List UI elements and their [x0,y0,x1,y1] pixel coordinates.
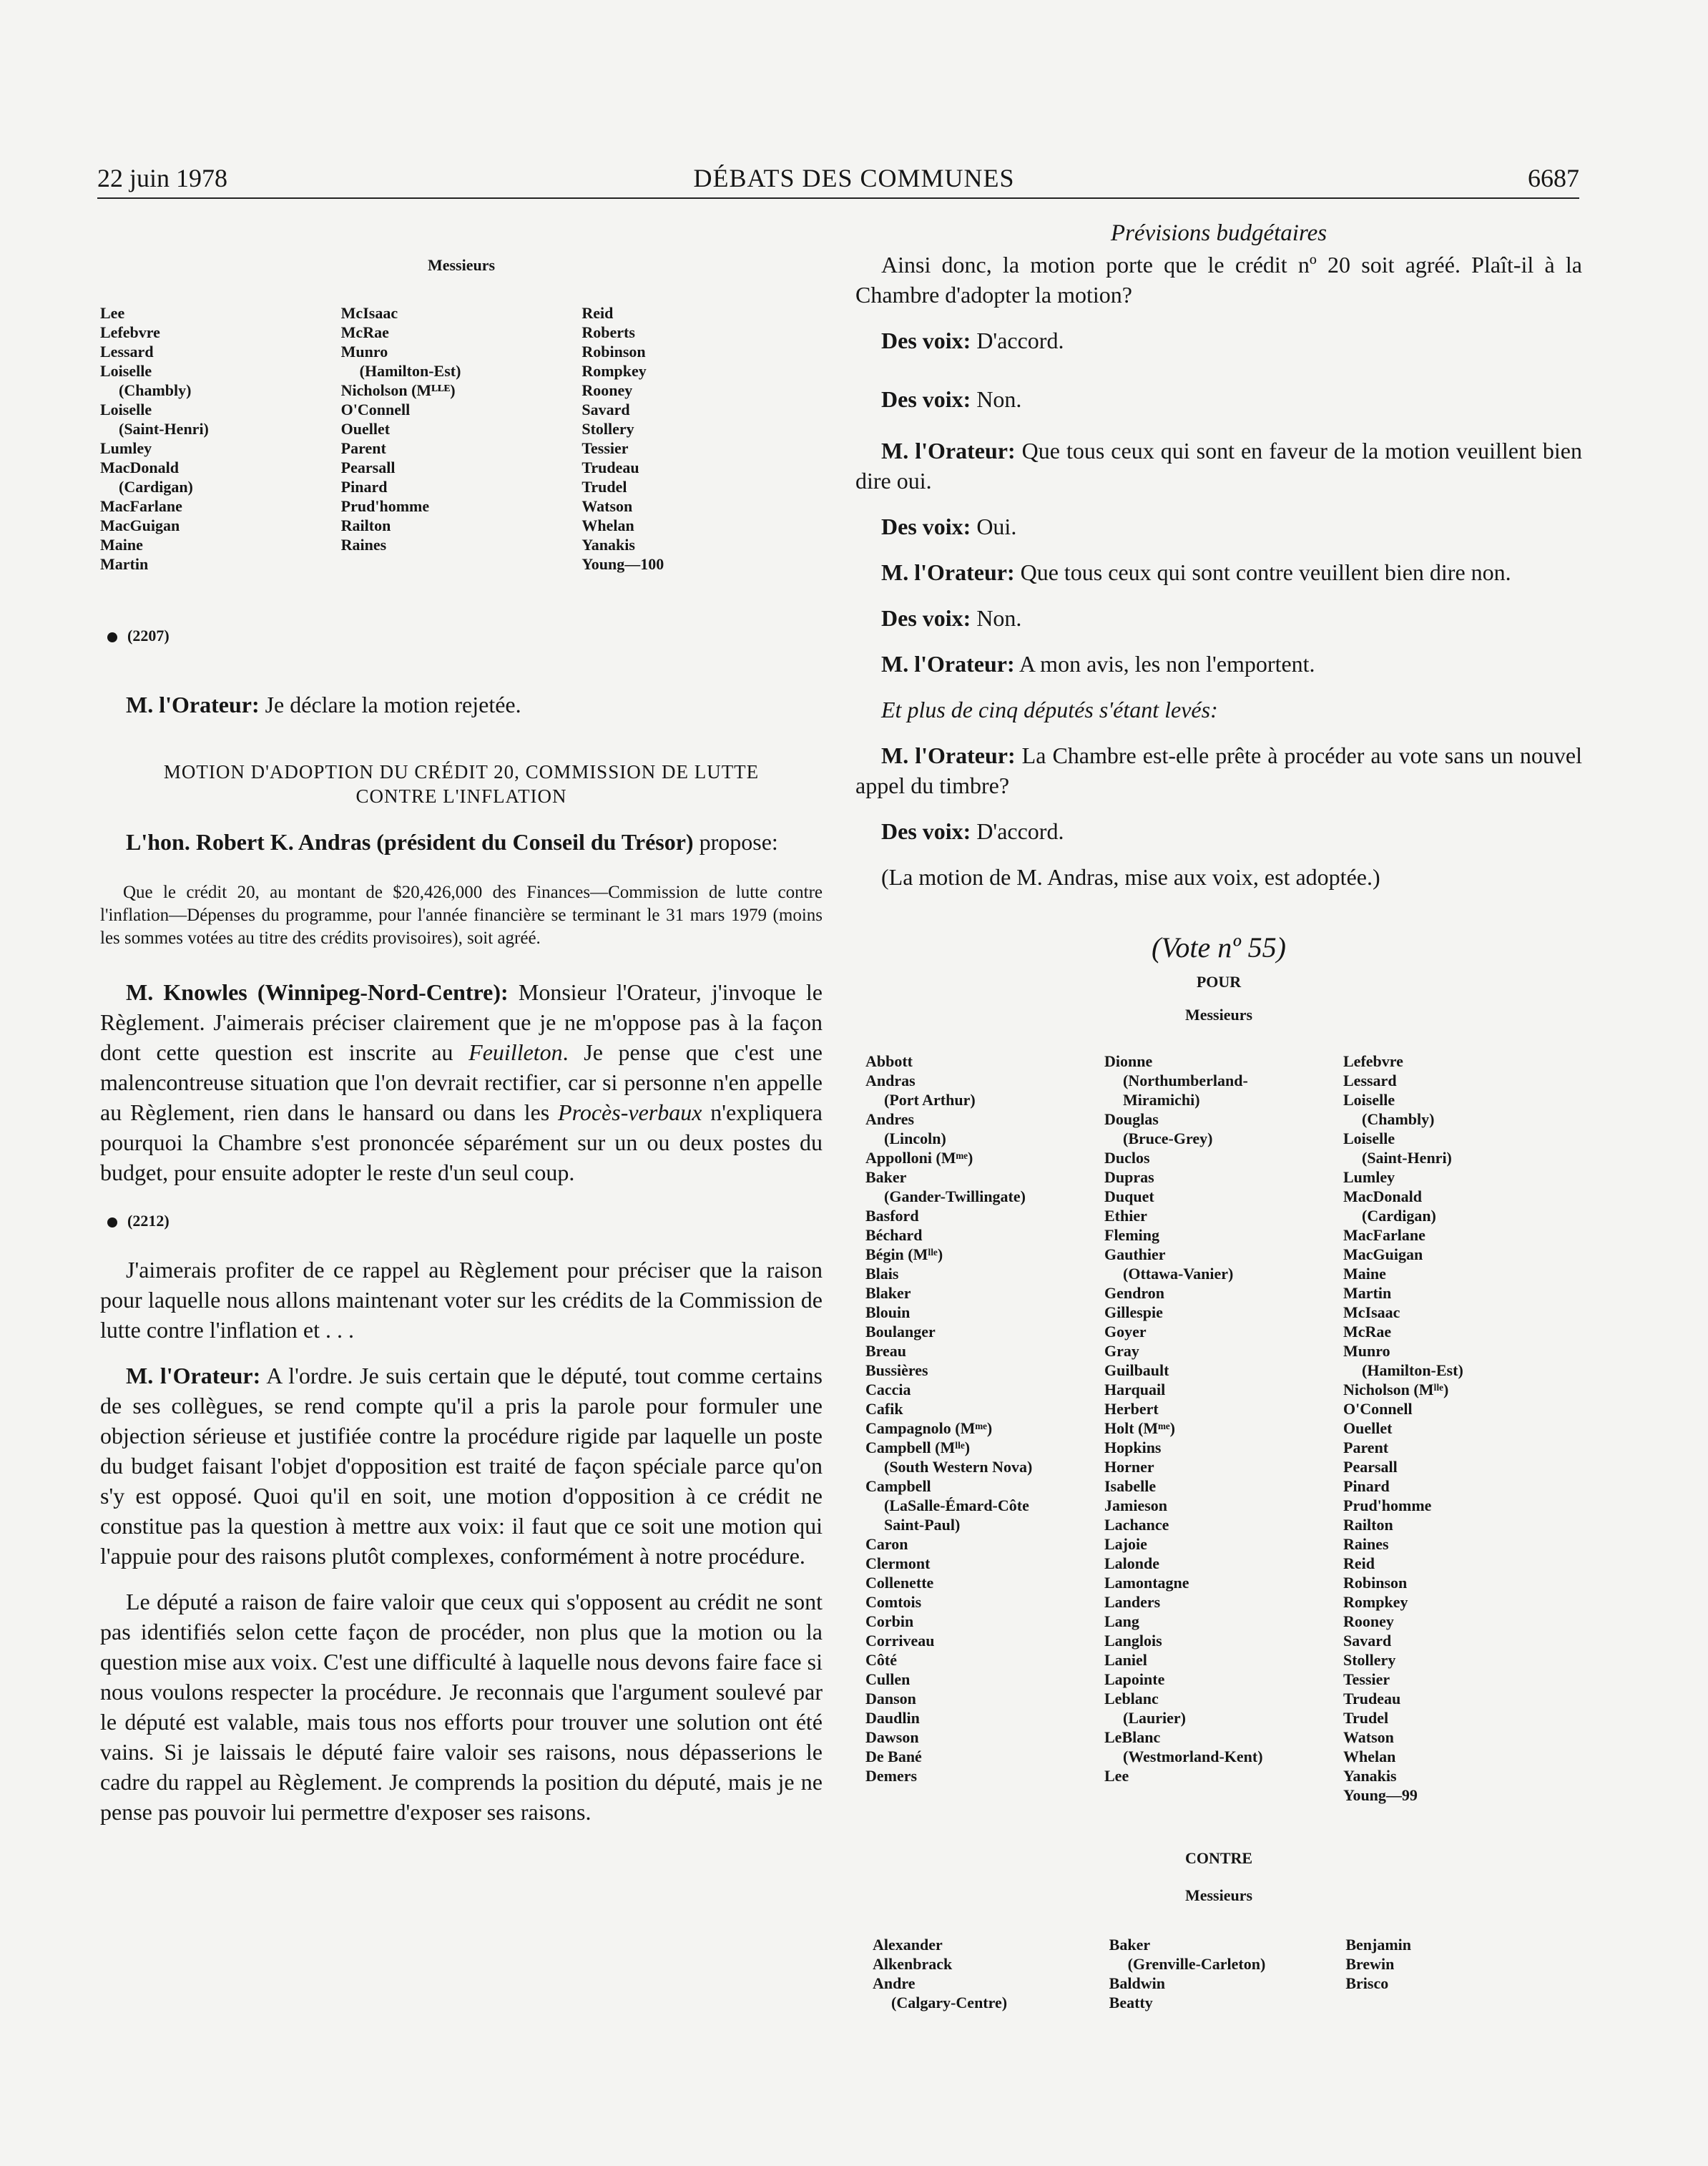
paragraph: M. l'Orateur: Je déclare la motion rejetée. [126,692,521,717]
paragraph: M. l'Orateur: Que tous ceux qui sont en faveur de la motion veuillent bien dire oui. [855,438,1583,494]
names-column [1104,1052,1343,1805]
member-name: Duquet [1104,1187,1154,1205]
member-name: Ethier [1104,1207,1147,1225]
member-name: Lajoie [1104,1535,1147,1553]
member-name: Bégin (Mˡˡᵉ) [865,1245,943,1263]
member-name: Ouellet [340,420,391,438]
member-name: De Bané [865,1748,922,1765]
member-name: Rompkey [581,362,647,380]
member-name: Béchard [865,1226,923,1244]
member-name: Miramichi) [1123,1091,1200,1109]
member-name: Lumley [1343,1168,1395,1186]
member-name: Collenette [865,1574,934,1592]
member-name: Raines [340,536,387,554]
contre-names-list [855,1935,1582,2012]
member-name: Watson [1343,1728,1394,1746]
member-name: (Westmorland-Kent) [1123,1748,1263,1765]
member-name: Basford [865,1207,919,1225]
member-name: Yanakis [581,536,635,554]
names-column [1345,1935,1582,2012]
member-name: Horner [1104,1458,1154,1476]
member-name: Lefebvre [100,323,160,341]
member-name: McRae [1343,1323,1392,1341]
member-name: Reid [1343,1554,1375,1572]
member-name: Trudeau [581,459,639,476]
header-title: DÉBATS DES COMMUNES [693,164,1015,192]
member-name: Langlois [1104,1632,1162,1650]
paragraph: (La motion de M. Andras, mise aux voix, est adoptée.) [881,864,1380,890]
member-name: MacGuigan [100,516,180,534]
member-name: Duclos [1104,1149,1150,1167]
member-name: Caccia [865,1381,911,1398]
header-rule [97,197,1579,199]
paragraph: J'aimerais profiter de ce rappel au Règlement pour préciser que la raison pour laquelle nous allons maintenant voter sur les crédits de la Commission de lutte contre l'inflation et . . . [100,1257,823,1343]
member-name: MacDonald [1343,1187,1422,1205]
member-name: Gauthier [1104,1245,1166,1263]
member-name: Ouellet [1343,1419,1393,1437]
member-name: Boulanger [865,1323,936,1341]
member-name: Bussières [865,1361,928,1379]
member-name: Lee [1104,1767,1129,1785]
member-name: O'Connell [1343,1400,1413,1418]
member-name: (Bruce-Grey) [1123,1129,1213,1147]
member-name: Nicholson (Mˡˡᵉ) [1343,1381,1449,1398]
paragraph: Le député a raison de faire valoir que ceux qui s'opposent au crédit ne sont pas identifiés selon cette façon de procéder, non plus que la motion ou la question mise aux voix. C'est une difficulté à laquelle nous devons faire face si nous voulons respecter la procédure. Je reconnais que l'argument soulevé par le député est valable, mais tous nos efforts pour trouver une solution ont été vains. Si je laissais le député faire valoir ses raisons, nous dépasserions le cadre du rappel au Règlement. Je comprends la position du député, mais je ne pense pas pouvoir lui permettre d'exposer ses raisons. [100,1589,823,1825]
member-name: Côté [865,1651,897,1669]
member-name: Lachance [1104,1516,1169,1534]
member-name: Goyer [1104,1323,1147,1341]
bullet-icon [107,1217,117,1227]
paragraph: Ainsi donc, la motion porte que le crédit nº 20 soit agréé. Plaît-il à la Chambre d'adopter la motion? [855,252,1582,308]
paragraph: M. Knowles (Winnipeg-Nord-Centre): Monsieur l'Orateur, j'invoque le Règlement. J'aimerais préciser clairement que je ne m'oppose pas à la façon dont cette question est inscrite au Feuilleton. Je pense que c'est une malencontreuse situation que l'on devrait rectifier, car si personne n'en appelle au Règlement, rien dans le hansard ou dans les Procès-verbaux n'expliquera pourquoi la Chambre s'est prononcée séparément sur un ou deux postes du budget, pour ensuite adopter le reste d'un seul coup. [100,979,823,1185]
paragraph: M. l'Orateur: A l'ordre. Je suis certain que le député, tout comme certains de ses collègues, se rend compte qu'il a pris la parole pour formuler une objection sérieuse et justifiée contre la procédure rigide par laquelle un poste du budget faisant l'objet d'opposition est traité de façon spéciale parce qu'on s'y est opposé. Quoi qu'il en soit, une motion d'opposition à ce crédit ne constitue pas la question à mettre aux voix: il faut que ce soit une motion qui l'appuie pour des raisons plutôt complexes, conformément à notre procédure. [100,1363,823,1569]
member-name: (Saint-Henri) [119,420,209,438]
member-name: Prud'homme [1343,1496,1432,1514]
paragraph: Des voix: D'accord. [881,818,1064,844]
member-name: Baker [865,1168,907,1186]
member-name: Railton [1343,1516,1393,1534]
member-name: Nicholson (Mᴸᴸᴱ) [340,381,456,399]
member-name: Alexander [873,1936,943,1954]
contre-label: CONTRE [1184,1849,1253,1867]
contre-messieurs-label: Messieurs [1184,1886,1253,1904]
member-name: Dionne [1104,1052,1153,1070]
member-name: Lee [100,304,125,322]
member-name: Beatty [1109,1994,1153,2011]
header-date: 22 juin 1978 [97,164,228,192]
member-name: Isabelle [1104,1477,1157,1495]
member-name: (Port Arthur) [884,1091,976,1109]
member-name: Stollery [581,420,634,438]
member-name: Appolloni (Mᵐᵉ) [865,1149,973,1167]
member-name: Rompkey [1343,1593,1408,1611]
member-name: Parent [1343,1439,1389,1456]
member-name: Yanakis [1343,1767,1397,1785]
member-name: Blais [865,1265,899,1283]
paragraph: M. l'Orateur: Que tous ceux qui sont contre veuillent bien dire non. [881,559,1511,585]
member-name: Whelan [581,516,634,534]
member-name: Jamieson [1104,1496,1167,1514]
member-name: Gendron [1104,1284,1164,1302]
member-name: Dupras [1104,1168,1154,1186]
member-name: Guilbault [1104,1361,1169,1379]
member-name: Demers [865,1767,918,1785]
member-name: Hopkins [1104,1439,1162,1456]
member-name: Andres [865,1110,915,1128]
paragraph: Et plus de cinq députés s'étant levés: [881,697,1218,722]
member-name: (Ottawa-Vanier) [1123,1265,1234,1283]
member-name: Loiselle [100,362,152,380]
time-marker: (2212) [100,1212,823,1230]
member-name: McRae [340,323,389,341]
member-name: Lessard [100,343,154,361]
member-name: Lumley [100,439,152,457]
member-name: Lessard [1343,1072,1397,1089]
member-name: Laniel [1104,1651,1147,1669]
member-name: Gillespie [1104,1303,1163,1321]
member-name: Comtois [865,1593,922,1611]
member-name: Pinard [1343,1477,1390,1495]
pour-label: POUR [1196,973,1242,991]
member-name: Fleming [1104,1226,1159,1244]
paragraph: Des voix: D'accord. [881,328,1064,353]
bullet-icon [107,632,117,642]
member-name: Caron [865,1535,908,1553]
member-name: Benjamin [1345,1936,1412,1954]
member-name: Campbell (Mˡˡᵉ) [865,1439,971,1456]
member-name: (LaSalle-Émard-Côte [884,1496,1029,1514]
member-name: Cafik [865,1400,903,1418]
running-head: Prévisions budgétaires [1110,220,1327,246]
pour-names-list [855,1052,1582,1805]
member-name: Parent [340,439,386,457]
member-name: Savard [581,401,630,418]
member-name: (Lincoln) [884,1129,946,1147]
member-name: Martin [100,555,149,573]
member-name: Whelan [1343,1748,1396,1765]
member-name: Young—99 [1343,1786,1418,1804]
names-column [1109,1935,1346,2012]
member-name: (Northumberland- [1123,1072,1248,1089]
member-name: Lalonde [1104,1554,1160,1572]
member-name: (Grenville-Carleton) [1127,1955,1266,1973]
member-name: Andras [865,1072,916,1089]
member-name: Blouin [865,1303,911,1321]
names-column [873,1935,1109,2012]
member-name: Pearsall [1343,1458,1398,1476]
member-name: Watson [581,497,633,515]
member-name: Maine [1343,1265,1386,1283]
member-name: Prud'homme [340,497,430,515]
member-name: MacGuigan [1343,1245,1423,1263]
paragraph: M. l'Orateur: La Chambre est-elle prête à procéder au vote sans un nouvel appel du timbre? [855,743,1583,798]
member-name: LeBlanc [1104,1728,1161,1746]
paragraph: L'hon. Robert K. Andras (président du Conseil du Trésor) propose: [126,829,778,855]
member-name: Daudlin [865,1709,920,1727]
member-name: Rooney [1343,1612,1394,1630]
member-name: Blaker [865,1284,911,1302]
names-column [865,1052,1104,1805]
member-name: Alkenbrack [873,1955,953,1973]
member-name: Clermont [865,1554,931,1572]
member-name: Lang [1104,1612,1139,1630]
member-name: Munro [1343,1342,1390,1360]
member-name: Holt (Mᵐᵉ) [1104,1419,1175,1437]
member-name: Cullen [865,1670,911,1688]
member-name: Railton [340,516,391,534]
member-name: Tessier [1343,1670,1390,1688]
member-name: (Hamilton-Est) [1362,1361,1463,1379]
member-name: Gray [1104,1342,1139,1360]
names-column [1343,1052,1582,1805]
member-name: Loiselle [1343,1129,1395,1147]
member-name: (Laurier) [1123,1709,1186,1727]
member-name: McIsaac [340,304,398,322]
member-name: Andre [873,1974,916,1992]
names-column [341,303,582,574]
right-column [855,220,1582,2012]
member-name: Brisco [1345,1974,1389,1992]
member-name: Trudeau [1343,1690,1401,1707]
member-name: Trudel [581,478,627,496]
left-column [100,256,823,574]
motion-quote: Que le crédit 20, au montant de $20,426,000 des Finances—Commission de lutte contre l'inflation—Dépenses du programme, pour l'année financière se terminant le 31 mars 1979 (moins les sommes votées au titre des crédits provisoires), soit agréé. [100,883,823,948]
member-name: MacDonald [100,459,179,476]
member-name: Harquail [1104,1381,1166,1398]
member-name: (Hamilton-Est) [359,362,461,380]
member-name: (South Western Nova) [884,1458,1033,1476]
paragraph: M. l'Orateur: A mon avis, les non l'emportent. [881,651,1315,677]
member-name: Douglas [1104,1110,1159,1128]
paragraph: Des voix: Non. [881,386,1022,412]
pour-messieurs-label: Messieurs [1184,1006,1253,1024]
member-name: Pearsall [340,459,396,476]
member-name: (Gander-Twillingate) [884,1187,1026,1205]
member-name: Martin [1343,1284,1392,1302]
member-name: (Calgary-Centre) [891,1994,1008,2011]
member-name: Campagnolo (Mᵐᵉ) [865,1419,993,1437]
member-name: Corriveau [865,1632,935,1650]
section-title: MOTION D'ADOPTION DU CRÉDIT 20, COMMISSION DE LUTTE CONTRE L'INFLATION [163,761,760,807]
member-name: (Cardigan) [119,478,193,496]
member-name: Robinson [1343,1574,1408,1592]
member-name: Robinson [581,343,646,361]
member-name: MacFarlane [1343,1226,1425,1244]
member-name: Campbell [865,1477,931,1495]
member-name: Young—100 [581,555,664,573]
member-name: (Cardigan) [1362,1207,1436,1225]
member-name: (Chambly) [119,381,192,399]
member-name: Brewin [1345,1955,1395,1973]
member-name: Munro [340,343,388,361]
member-name: Maine [100,536,143,554]
names-column [581,303,823,574]
member-name: Lapointe [1104,1670,1165,1688]
member-name: Lamontagne [1104,1574,1189,1592]
member-name: Baldwin [1109,1974,1165,1992]
member-name: Danson [865,1690,916,1707]
member-name: Stollery [1343,1651,1396,1669]
member-name: Leblanc [1104,1690,1159,1707]
member-name: Abbott [865,1052,913,1070]
member-name: Saint-Paul) [884,1516,961,1534]
messieurs-label: Messieurs [427,256,496,274]
member-name: Herbert [1104,1400,1159,1418]
member-name: McIsaac [1343,1303,1400,1321]
header-page-number: 6687 [1528,164,1579,192]
member-name: Roberts [581,323,635,341]
member-name: Landers [1104,1593,1161,1611]
member-name: Rooney [581,381,633,399]
member-name: Tessier [581,439,629,457]
left-column-body [100,627,823,1843]
vote-names-list [100,303,823,574]
member-name: Reid [581,304,614,322]
member-name: Lefebvre [1343,1052,1403,1070]
member-name: (Chambly) [1362,1110,1435,1128]
member-name: Trudel [1343,1709,1389,1727]
names-column [100,303,341,574]
member-name: Pinard [340,478,388,496]
member-name: (Saint-Henri) [1362,1149,1452,1167]
time-marker: (2207) [100,627,823,645]
member-name: O'Connell [340,401,411,418]
paragraph: Des voix: Non. [881,605,1022,631]
member-name: Corbin [865,1612,914,1630]
paragraph: Des voix: Oui. [881,514,1017,539]
member-name: Baker [1109,1936,1151,1954]
member-name: Savard [1343,1632,1392,1650]
member-name: Loiselle [1343,1091,1395,1109]
member-name: MacFarlane [100,497,182,515]
member-name: Breau [865,1342,907,1360]
member-name: Loiselle [100,401,152,418]
member-name: Raines [1343,1535,1389,1553]
vote-title: (Vote nº 55) [1152,931,1286,964]
member-name: Dawson [865,1728,919,1746]
